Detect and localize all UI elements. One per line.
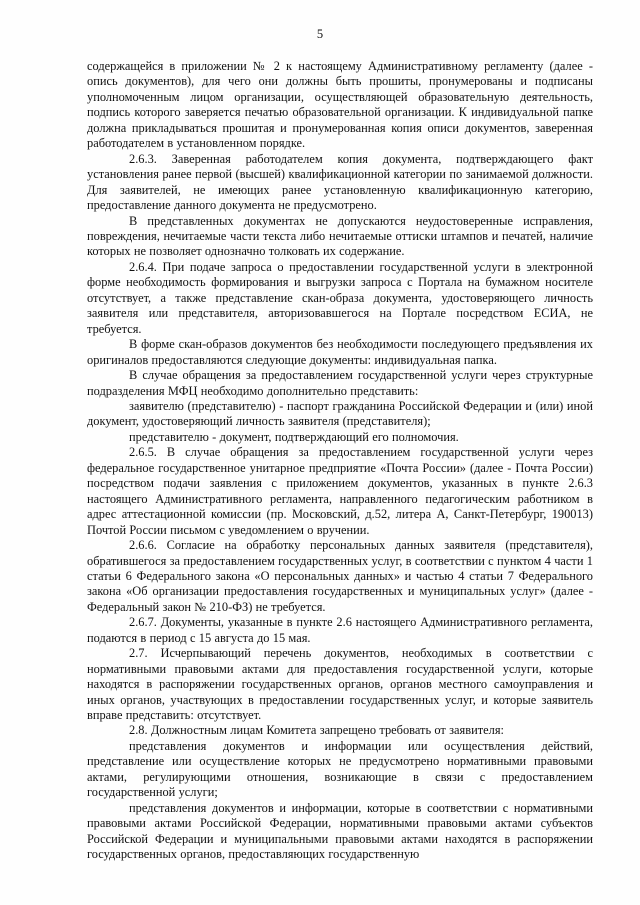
paragraph: В представленных документах не допускаются неудостоверенные исправления, повреждения, нечитаемые части текста либо нечитаемые оттиски штампов и печатей, наличие которых не позволяет однозначно толковать их содержание.: [87, 213, 593, 259]
document-body: [87, 59, 593, 863]
paragraph: 2.6.6. Согласие на обработку персональных данных заявителя (представителя), обратившегося за предоставлением государственных услуг, в соответствии с пунктом 4 части 1 статьи 6 Федерального закона «О персональных данных» и частью 4 статьи 7 Федерального закона «Об организации предоставления государственных и муниципальных услуг» (далее - Федеральный закон № 210-ФЗ) не требуется.: [87, 538, 593, 614]
paragraph: 2.6.7. Документы, указанные в пункте 2.6 настоящего Административного регламента, подаются в период с 15 августа до 15 мая.: [87, 615, 593, 645]
paragraph: В форме скан-образов документов без необходимости последующего предъявления их оригиналов предоставляются следующие документы: индивидуальная папка.: [87, 337, 593, 367]
paragraph: 2.8. Должностным лицам Комитета запрещено требовать от заявителя:: [129, 723, 504, 738]
paragraph: 2.6.3. Заверенная работодателем копия документа, подтверждающего факт установления ранее первой (высшей) квалификационной категории по занимаемой должности. Для заявителей, не имеющих ранее установленную квалификационную категорию, предоставление данного документа не предусмотрено.: [87, 151, 593, 213]
paragraph: представителю - документ, подтверждающий его полномочия.: [129, 429, 459, 444]
paragraph: 2.6.4. При подаче запроса о предоставлении государственной услуги в электронной форме необходимость формирования и выгрузки запроса с Портала на бумажном носителе отсутствует, а также представление скан-образа документа, удостоверяющего личность заявителя или представителя, авторизовавшегося на Портале посредством ЕСИА, не требуется.: [87, 259, 593, 336]
page-number: 5: [316, 27, 324, 41]
paragraph: 2.7. Исчерпывающий перечень документов, необходимых в соответствии с нормативными правовыми актами для предоставления государственной услуги, которые находятся в распоряжении государственных органов, органов местного самоуправления и иных органов, участвующих в предоставлении государственных услуг, и которые заявитель вправе представить: отсутствует.: [87, 646, 593, 723]
paragraph: 2.6.5. В случае обращения за предоставлением государственной услуги через федеральное государственное унитарное предприятие «Почта России» (далее - Почта России) посредством подачи заявления с приложением документов, указанных в пункте 2.6.3 настоящего Административного регламента, направленного педагогическим работником в адрес аттестационной комиссии (пр. Московский, д.52, литера А, Санкт-Петербург, 190013) Почтой России письмом с уведомлением о вручении.: [87, 445, 593, 537]
paragraph: содержащейся в приложении № 2 к настоящему Административному регламенту (далее - опись документов), для чего они должны быть прошиты, пронумерованы и подписаны уполномоченным лицом организации, осуществляющей образовательную деятельность, подпись которого заверяется печатью образовательной организации. К индивидуальной папке должна прикладываться прошитая и пронумерованная копия описи документов, заверенная работодателем в установленном порядке.: [87, 59, 593, 151]
paragraph: В случае обращения за предоставлением государственной услуги через структурные подразделения МФЦ необходимо дополнительно представить:: [87, 368, 593, 398]
paragraph: представления документов и информации или осуществления действий, представление или осуществление которых не предусмотрено нормативными правовыми актами, регулирующими отношения, возникающие в связи с предоставлением государственной услуги;: [87, 738, 593, 800]
paragraph: заявителю (представителю) - паспорт гражданина Российской Федерации и (или) иной документ, удостоверяющий личность заявителя (представителя);: [87, 398, 593, 429]
paragraph: представления документов и информации, которые в соответствии с нормативными правовыми актами Российской Федерации, нормативными правовыми актами субъектов Российской Федерации и муниципальными правовыми актами находятся в распоряжении государственных органов, предоставляющих государственную: [87, 800, 593, 862]
